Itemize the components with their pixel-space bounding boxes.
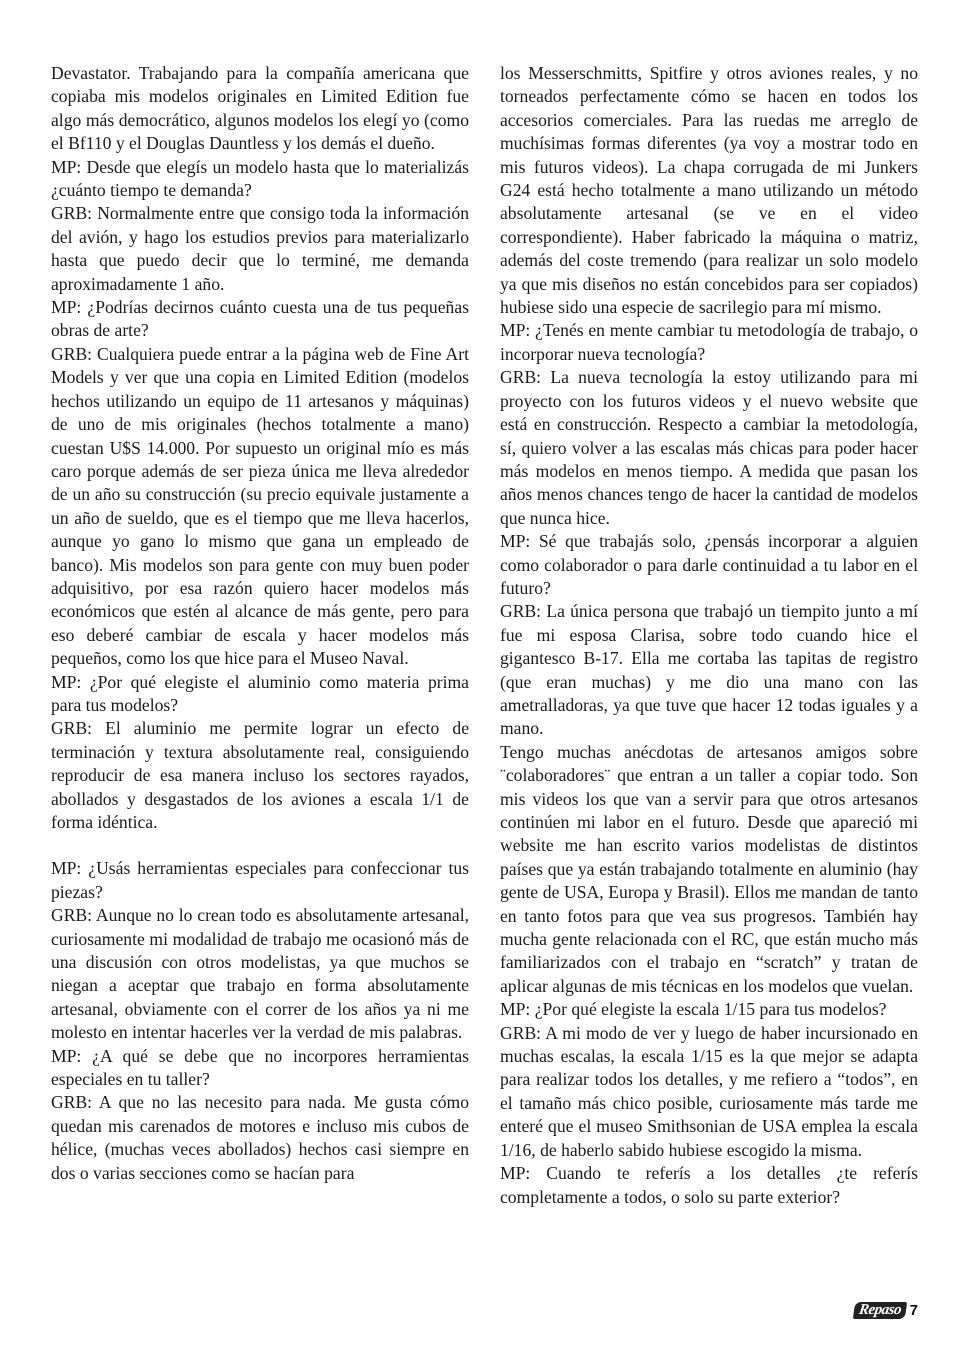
paragraph: GRB: La única persona que trabajó un tiempito junto a mí fue mi esposa Clarisa, sobre todo cuando hice el gigantesco B-17. Ella me cortaba las tapitas de registro (que eran muchas) y me dio una mano con las ametralladoras, ya que tuve que hacer 12 todas iguales y a mano.: [500, 601, 918, 739]
paragraph: MP: ¿A qué se debe que no incorpores herramientas especiales en tu taller?: [51, 1045, 469, 1090]
paragraph: Tengo muchas anécdotas de artesanos amigos sobre ¨colaboradores¨ que entran a un taller a copiar todo. Son mis videos los que van a servir para que otros artesanos continúen mi labor en el futuro. Desde que apareció mi website me han escrito varios modelistas de distintos países que ya están trabajando totalmente en aluminio (hay gente de USA, Europa y Brasil). Ellos me mandan de tanto en tanto fotos para que vea sus progresos. También hay mucha gente relacionada con el RC, que están mucho más familiarizados con el trabajo en “scratch” y tratan de aplicar algunas de mis técnicas en los modelos que vuelan.: [500, 741, 918, 996]
paragraph: Devastator. Trabajando para la compañía americana que copiaba mis modelos originales en Limited Edition fue algo más democrático, algunos modelos los elegí yo (como el Bf110 y el Douglas Dauntless y los demás el dueño.: [51, 63, 469, 154]
paragraph: MP: ¿Usás herramientas especiales para confeccionar tus piezas?: [51, 858, 469, 902]
paragraph: GRB: A que no las necesito para nada. Me gusta cómo quedan mis carenados de motores e incluso mis cubos de hélice, (muchas veces abollados) hechos casi siempre en dos o varias secciones como se hacían para: [51, 1092, 469, 1183]
paragraph: MP: ¿Por qué elegiste el aluminio como materia prima para tus modelos?: [51, 671, 469, 715]
paragraph: GRB: El aluminio me permite lograr un efecto de terminación y textura absolutamente real, consiguiendo reproducir de esa manera incluso los sectores rayados, abollados y desgastados de los aviones a escala 1/1 de forma idéntica.: [51, 718, 469, 832]
paragraph: GRB: Aunque no lo crean todo es absolutamente artesanal, curiosamente mi modalidad de trabajo me ocasionó más de una discusión con otros modelistas, ya que muchos se niegan a aceptar que trabajo en forma absolutamente artesanal, obviamente con el correr de los años ya ni me molesto en intentar hacerles ver la verdad de mis palabras.: [51, 905, 469, 1043]
page-footer: [854, 1302, 918, 1319]
paragraph: MP: Sé que trabajás solo, ¿pensás incorporar a alguien como colaborador o para darle continuidad a tu labor en el futuro?: [500, 531, 918, 598]
right-text-column: [500, 62, 918, 1209]
paragraph: GRB: Cualquiera puede entrar a la página web de Fine Art Models y ver que una copia en Limited Edition (modelos hechos utilizando un equipo de 11 artesanos y máquinas) de uno de mis originales (hechos totalmente a mano) cuestan U$S 14.000. Por supuesto un original mío es más caro porque además de ser pieza única me lleva alrededor de un año su construcción (su precio equivale justamente a un año de sueldo, que es el tiempo que me lleva hacerlos, aunque yo gano lo mismo que gana un empleado de banco). Mis modelos son para gente con muy buen poder adquisitivo, por esa razón quiero hacer modelos más económicos que estén al alcance de más gente, pero para eso deberé cambiar de escala y hacer modelos más pequeños, como los que hice para el Museo Naval.: [51, 343, 469, 669]
paragraph: MP: Desde que elegís un modelo hasta que lo materializás ¿cuánto tiempo te demanda?: [51, 156, 469, 201]
paragraph: los Messerschmitts, Spitfire y otros aviones reales, y no torneados perfectamente cómo se hacen en todos los accesorios comerciales. Para las ruedas me arreglo de muchísimas formas diferentes (ya voy a mostrar todo en mis futuros videos). La chapa corrugada de mi Junkers G24 está hecho totalmente a mano utilizando un método absolutamente artesanal (se ve en el video correspondiente). Haber fabricado la máquina o matriz, además del coste tremendo (para realizar un solo modelo ya que mis diseños no están concebidos para ser copiados) hubiese sido una especie de sacrilegio para mí mismo.: [500, 63, 918, 318]
paragraph: MP: ¿Podrías decirnos cuánto cuesta una de tus pequeñas obras de arte?: [51, 297, 469, 341]
paragraph: MP: Cuando te referís a los detalles ¿te referís completamente a todos, o solo su parte exterior?: [500, 1163, 918, 1207]
left-text-column: [51, 62, 469, 1185]
paragraph: GRB: Normalmente entre que consigo toda la información del avión, y hago los estudios previos para materializarlo hasta que puedo decir que lo terminé, me demanda aproximadamente 1 año.: [51, 203, 469, 294]
page-number: 7: [909, 1302, 918, 1319]
magazine-logo: Repaso: [852, 1302, 906, 1319]
paragraph: GRB: La nueva tecnología la estoy utilizando para mi proyecto con los futuros videos y el nuevo website que está en construcción. Respecto a cambiar la metodología, sí, quiero volver a las escalas más chicas para poder hacer más modelos en menos tiempo. A medida que pasan los años menos chances tengo de hacer la cantidad de modelos que nunca hice.: [500, 367, 918, 528]
paragraph: MP: ¿Tenés en mente cambiar tu metodología de trabajo, o incorporar nueva tecnología?: [500, 320, 918, 364]
paragraph: GRB: A mi modo de ver y luego de haber incursionado en muchas escalas, la escala 1/15 es la que mejor se adapta para realizar todos los detalles, y me refiero a “todos”, en el tamaño más chico posible, curiosamente más tarde me enteré que el museo Smithsonian de USA emplea la escala 1/16, de haberlo sabido hubiese escogido la misma.: [500, 1022, 918, 1160]
paragraph: MP: ¿Por qué elegiste la escala 1/15 para tus modelos?: [500, 999, 887, 1020]
